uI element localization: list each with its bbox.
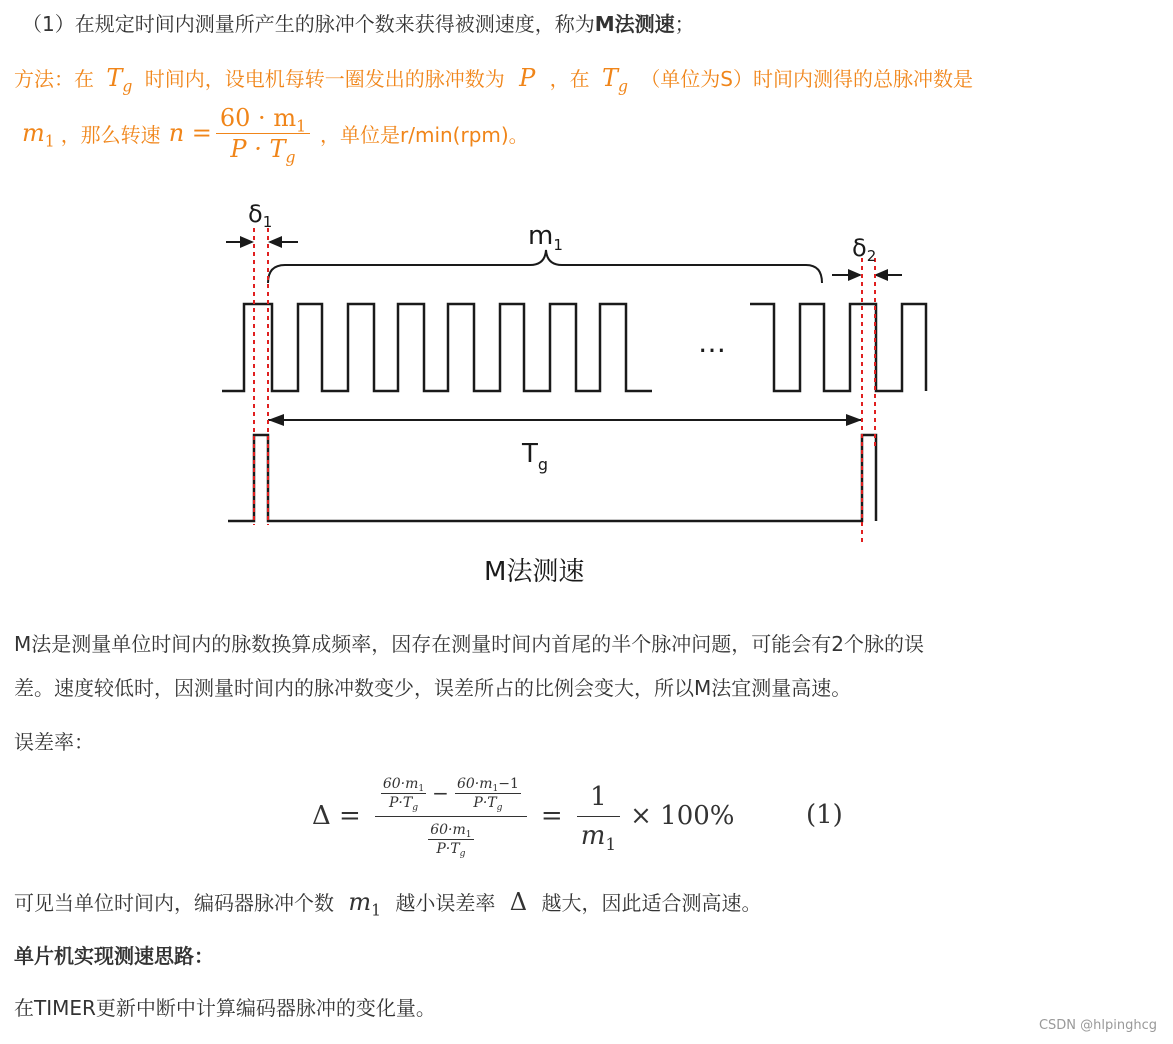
error-equation: Δ = $\frac{60\cdot m_1}{P\cdot T_g}$ − $\frac{60\cdot m_1-1}{P\cdot T_g}$ $\frac{60\cdot m_1}{P\cdot T_g}$ = $\frac{1}{m_1}$ × 100% (1): [312, 775, 843, 859]
conclusion-line: 可见当单位时间内，编码器脉冲个数 $m_1$ 越小误差率 Δ 越大，因此适合测高速。: [14, 888, 762, 920]
method-text2: 时间内，设电机每转一圈发出的脉冲数为: [144, 67, 505, 91]
paragraph-line-2: 差。速度较低时，因测量时间内的脉冲数变少，误差所占的比例会变大，所以M法宜测量高速。: [14, 676, 852, 700]
pulse-train-right: [750, 304, 926, 391]
tg-symbol: $T_g$: [106, 64, 133, 96]
delta2-label: $\delta_2$: [852, 234, 877, 265]
times-100: × 100%: [630, 801, 735, 831]
speed-fraction: $\frac{60 \cdot m_1}{P \cdot T_g}$: [216, 103, 310, 164]
sub-fraction-2: $\frac{60\cdot m_1-1}{P\cdot T_g}$: [456, 775, 519, 813]
intro-text: （1）在规定时间内测量所产生的脉冲个数来获得被测速度，称为: [22, 12, 595, 36]
last-line: 在TIMER更新中断中计算编码器脉冲的变化量。: [14, 996, 436, 1020]
equation-number: (1): [806, 800, 843, 830]
n-equals: n =: [168, 119, 212, 147]
tg-symbol-2: $T_g$: [601, 64, 628, 96]
section-heading: 单片机实现测速思路：: [14, 944, 214, 968]
pulse-train-left: [222, 304, 652, 391]
intro-suffix: ；: [674, 12, 695, 36]
delta1-arrow-right-head: [268, 236, 282, 248]
delta1-label: $\delta_1$: [248, 200, 273, 231]
delta2-arrow-right-head: [874, 269, 888, 281]
delta1-arrow-left-head: [240, 236, 254, 248]
sub-fraction-1: $\frac{60\cdot m_1}{P\cdot T_g}$: [382, 775, 425, 813]
method-text4: （单位为S）时间内测得的总脉冲数是: [640, 67, 974, 91]
error-fraction: $\frac{60\cdot m_1}{P\cdot T_g}$ − $\frac{60\cdot m_1-1}{P\cdot T_g}$ $\frac{60\cdot m_1}{P\cdot T_g}$: [375, 775, 527, 858]
tg-arrow-right: [846, 414, 862, 426]
gate-pulse: [228, 435, 876, 521]
error-rate-label: 误差率：: [14, 730, 94, 754]
m1-label: $m_1$: [528, 221, 563, 254]
reciprocal-fraction: $\frac{1}{m_1}$: [577, 782, 620, 851]
tg-label: $T_g$: [522, 439, 549, 474]
paragraph-line-1: M法是测量单位时间内的脉数换算成频率，因存在测量时间内首尾的半个脉冲问题，可能会有2个脉的误: [14, 632, 924, 656]
delta-equals: Δ =: [312, 801, 361, 831]
delta2-arrow-left-head: [848, 269, 862, 281]
tg-arrow-left: [268, 414, 284, 426]
m1-inline: $m_1$: [348, 888, 382, 920]
m1-symbol: $m_1$: [22, 119, 55, 151]
ellipsis: …: [698, 326, 726, 359]
m1-brace: [268, 250, 822, 283]
diagram-caption: M法测速: [484, 557, 585, 587]
sub-fraction-3: $\frac{60\cdot m_1}{P\cdot T_g}$: [430, 821, 472, 859]
p-symbol: P: [519, 64, 536, 92]
intro-bold: M法测速: [594, 12, 675, 36]
method-text5: ，那么转速: [60, 122, 161, 147]
method-label: 方法：在: [14, 67, 94, 91]
method-text3: ，在: [549, 67, 590, 91]
footer-watermark: CSDN @hlpinghcg: [1038, 1018, 1157, 1033]
method-unit: ，单位是r/min(rpm)。: [320, 122, 529, 147]
delta-inline: Δ: [509, 888, 528, 916]
